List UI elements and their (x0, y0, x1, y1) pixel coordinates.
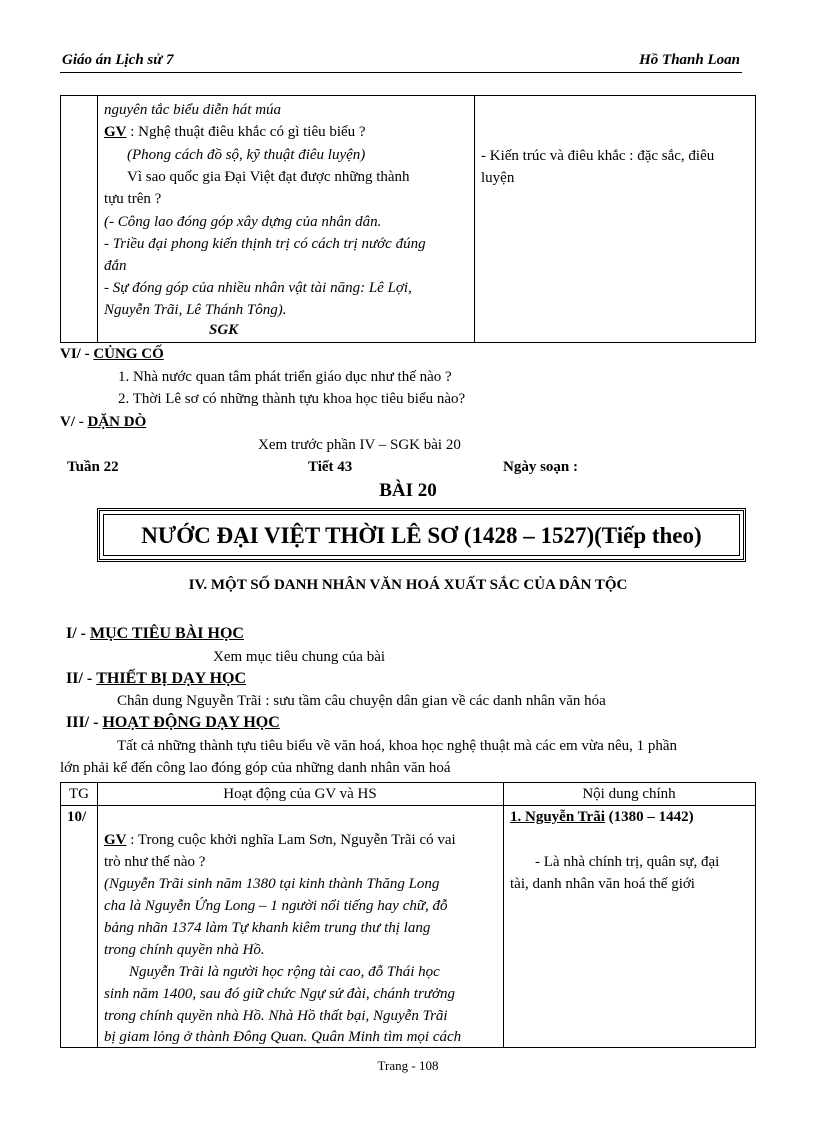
table2-content-line: tài, danh nhân văn hoá thế giới (510, 876, 695, 892)
content-heading: 1. Nguyễn Trãi (1380 – 1442) (510, 809, 694, 825)
table2-divider (503, 783, 504, 1047)
table2-text-line: trong chính quyền nhà Hồ. (104, 942, 265, 958)
activities-intro-line: Tất cả những thành tựu tiêu biểu về văn hoá, khoa học nghệ thuật mà các em vừa nêu, 1 phần (117, 738, 678, 754)
header-activities: Hoạt động của GV và HS (223, 786, 377, 802)
lesson-title-box (97, 508, 746, 562)
table2-text-line: bị giam lỏng ở thành Đông Quan. Quân Minh tìm mọi cách (104, 1029, 462, 1045)
page-number: Trang - 108 (377, 1058, 439, 1073)
header-divider (60, 72, 742, 73)
table1-text-line: - Sự đóng góp của nhiều nhân vật tài năng: Lê Lợi, (104, 280, 412, 296)
table2-header-divider (61, 805, 755, 806)
header-right: Hồ Thanh Loan (639, 52, 740, 68)
table1-content-line: - Kiến trúc và điêu khắc : đặc sắc, điêu (481, 148, 715, 164)
date-label: Ngày soạn : (503, 459, 579, 475)
header-left: Giáo án Lịch sử 7 (62, 52, 174, 68)
lesson-number: BÀI 20 (379, 480, 437, 501)
table1-text-line: GV : Nghệ thuật điêu khắc có gì tiêu biểu ? (104, 124, 366, 140)
table2-text-line: (Nguyễn Trãi sinh năm 1380 tại kinh thành Thăng Long (104, 876, 440, 892)
table2-divider (97, 783, 98, 1047)
section-ii-heading: II/ - THIẾT BỊ DẠY HỌC (66, 670, 247, 687)
lesson-title: NƯỚC ĐẠI VIỆT THỜI LÊ SƠ (1428 – 1527)(Tiếp theo) (141, 523, 702, 548)
table1-time-column (61, 96, 98, 342)
review-item: 2. Thời Lê sơ có những thành tựu khoa học tiêu biểu nào? (118, 391, 466, 407)
table1-content-line: luyện (481, 170, 515, 186)
header-time: TG (69, 786, 89, 802)
table2-text-line: GV : Trong cuộc khởi nghĩa Lam Sơn, Nguyễn Trãi có vai (104, 832, 456, 848)
table1-text-line: (- Công lao đóng góp xây dựng của nhân dân. (104, 214, 382, 230)
continuation-table (60, 95, 756, 343)
equipment-text: Chân dung Nguyễn Trãi : sưu tầm câu chuyện dân gian về các danh nhân văn hóa (117, 693, 606, 709)
section-v-heading: V/ - DẶN DÒ (60, 414, 147, 430)
section-i-heading: I/ - MỤC TIÊU BÀI HỌC (66, 625, 244, 642)
lesson-subtitle: IV. MỘT SỐ DANH NHÂN VĂN HOÁ XUẤT SẮC CỦA DÂN TỘC (188, 577, 628, 593)
table1-text-line: - Triều đại phong kiến thịnh trị có cách trị nước đúng (104, 236, 426, 252)
table1-text-line: Nguyễn Trãi, Lê Thánh Tông). (104, 302, 287, 318)
objectives-text: Xem mục tiêu chung của bài (213, 649, 386, 665)
table1-column-divider (474, 96, 475, 342)
table1-text-line: Vì sao quốc gia Đại Việt đạt được những thành (127, 169, 410, 185)
table1-text-line: SGK (209, 322, 239, 338)
period-label: Tiết 43 (308, 459, 353, 475)
section-iii-heading: III/ - HOẠT ĐỘNG DẠY HỌC (66, 714, 280, 731)
table2-text-line: cha là Nguyễn Ứng Long – 1 người nổi tiếng hay chữ, đỗ (104, 898, 448, 914)
week-label: Tuần 22 (67, 459, 119, 475)
activities-intro-line: lớn phải kể đến công lao đóng góp của những danh nhân văn hoá (60, 760, 451, 776)
activities-table (60, 782, 756, 1048)
table1-text-line: tựu trên ? (104, 191, 162, 207)
section-vi-heading: VI/ - CỦNG CỐ (60, 346, 164, 362)
table1-text-line: (Phong cách đồ sộ, kỹ thuật điêu luyện) (127, 147, 366, 163)
table2-text-line: bảng nhãn 1374 làm Tự khanh kiêm trung thư thị lang (104, 920, 431, 936)
table2-text-line: trong chính quyền nhà Hồ. Nhà Hồ thất bại, Nguyễn Trãi (104, 1008, 448, 1024)
homework-text: Xem trước phần IV – SGK bài 20 (258, 437, 461, 453)
review-item: 1. Nhà nước quan tâm phát triển giáo dục như thế nào ? (118, 369, 452, 385)
header-content: Nội dung chính (582, 786, 676, 802)
table2-text-line: trò như thế nào ? (104, 854, 206, 870)
table1-text-line: nguyên tắc biểu diễn hát múa (104, 102, 282, 118)
table2-text-line: Nguyễn Trãi là người học rộng tài cao, đỗ Thái học (129, 964, 440, 980)
time-value: 10/ (67, 809, 87, 825)
table2-content-line: - Là nhà chính trị, quân sự, đại (535, 854, 720, 870)
table1-text-line: đắn (104, 258, 127, 274)
table2-text-line: sinh năm 1400, sau đó giữ chức Ngự sử đài, chánh trưởng (104, 986, 455, 1002)
